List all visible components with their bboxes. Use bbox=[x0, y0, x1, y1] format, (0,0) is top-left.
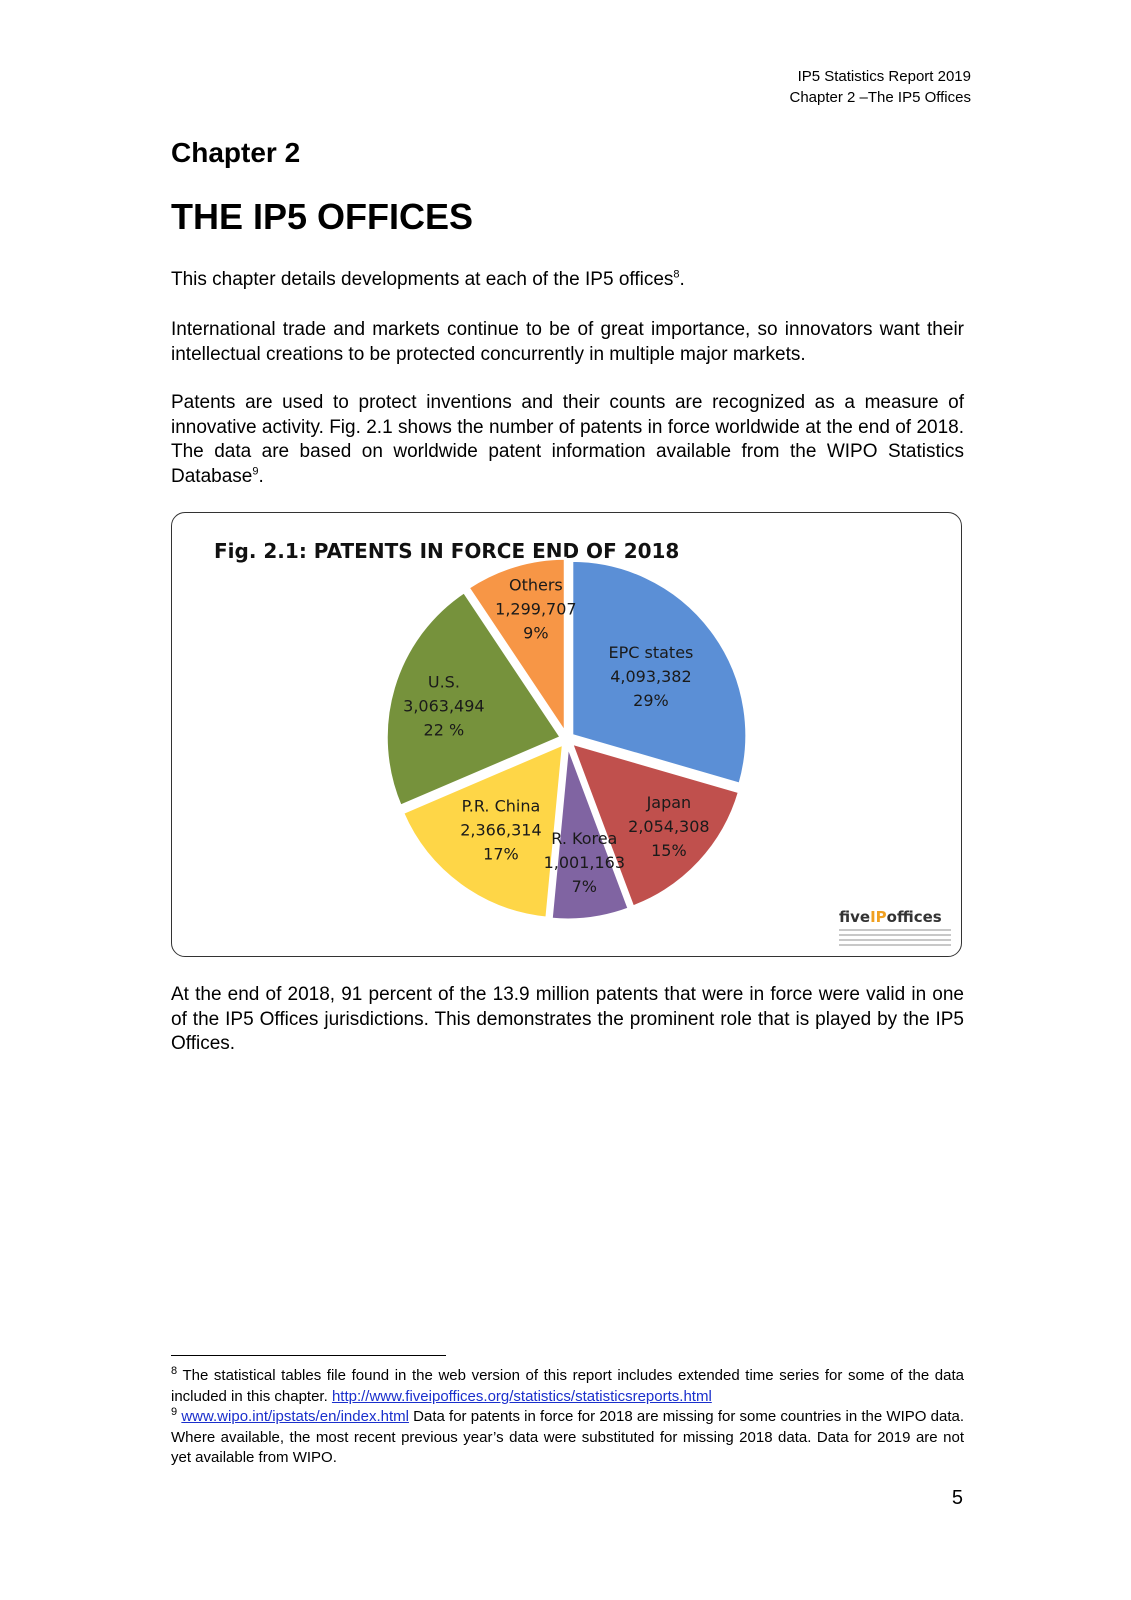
trade-paragraph: International trade and markets continue to be of great importance, so innovators want their intellectual creations to be protected concurrently in multiple major markets. bbox=[171, 319, 964, 365]
intro-text: This chapter details developments at each of the IP5 offices bbox=[171, 269, 674, 290]
figure-title: Fig. 2.1: PATENTS IN FORCE END OF 2018 bbox=[214, 539, 680, 563]
header-chapter-title: Chapter 2 –The IP5 Offices bbox=[789, 89, 971, 106]
footnote-9-text: Data for patents in force for 2018 are missing for some countries in the WIPO data. Where available, the most recent previous year’s data were substituted for missing 2018 data. Data for 2019 are not yet available from WIPO. bbox=[171, 1408, 964, 1466]
footnote-9-number: 9 bbox=[171, 1406, 178, 1418]
logo-office-lines bbox=[839, 929, 951, 946]
pie-label-u-s: U.S. 3,063,494 22 % bbox=[403, 672, 485, 740]
logo-text-offices: offices bbox=[886, 908, 942, 926]
footnote-ref-8[interactable]: 8 bbox=[673, 268, 680, 281]
patents-paragraph bbox=[171, 391, 964, 489]
pie-label-others: Others 1,299,707 9% bbox=[495, 575, 577, 643]
figure-2-1 bbox=[171, 512, 962, 957]
intro-tail: . bbox=[679, 269, 685, 290]
pie-label-p-r-china: P.R. China 2,366,314 17% bbox=[460, 796, 542, 864]
footnote-9 bbox=[171, 1407, 964, 1469]
footnote-divider bbox=[171, 1355, 446, 1356]
running-header bbox=[790, 66, 972, 108]
patents-tail: . bbox=[258, 465, 264, 487]
pie-label-r-korea: R. Korea 1,001,163 7% bbox=[543, 828, 626, 896]
footnote-8-link[interactable]: http://www.fiveipoffices.org/statistics/statisticsreports.html bbox=[331, 1387, 712, 1405]
patents-text: Patents are used to protect inventions and their counts are recognized as a measure of innovative activity. Fig. 2.1 shows the number of patents in force worldwide at the end of 2018. The data are based on worldwide patent information available from the WIPO Statistics Database bbox=[171, 392, 964, 487]
chapter-title: THE IP5 OFFICES bbox=[171, 196, 474, 237]
logo-text-ip: IP bbox=[870, 908, 887, 926]
footnote-8-number: 8 bbox=[171, 1365, 178, 1377]
footnote-ref-9[interactable]: 9 bbox=[252, 465, 259, 478]
summary-paragraph: At the end of 2018, 91 percent of the 13.9 million patents that were in force were valid in one of the IP5 Offices jurisdictions. This demonstrates the prominent role that is played by the IP5 Offices. bbox=[171, 984, 964, 1054]
fiveipoffices-logo bbox=[839, 908, 951, 950]
footnote-8 bbox=[171, 1366, 964, 1407]
chapter-label: Chapter 2 bbox=[171, 137, 301, 168]
pie-label-epc-states: EPC states 4,093,382 29% bbox=[608, 642, 694, 710]
page-number: 5 bbox=[951, 1487, 963, 1509]
footnote-8-text: The statistical tables file found in the web version of this report includes extended time series for some of the data included in this chapter. bbox=[171, 1367, 964, 1405]
logo-text-five: five bbox=[839, 908, 871, 926]
intro-paragraph bbox=[171, 268, 964, 293]
header-report-title: IP5 Statistics Report 2019 bbox=[797, 68, 971, 85]
pie-chart bbox=[172, 513, 961, 956]
footnotes bbox=[171, 1366, 964, 1469]
pie-label-japan: Japan 2,054,308 15% bbox=[628, 793, 710, 861]
footnote-9-link[interactable]: www.wipo.int/ipstats/en/index.html bbox=[181, 1408, 409, 1425]
